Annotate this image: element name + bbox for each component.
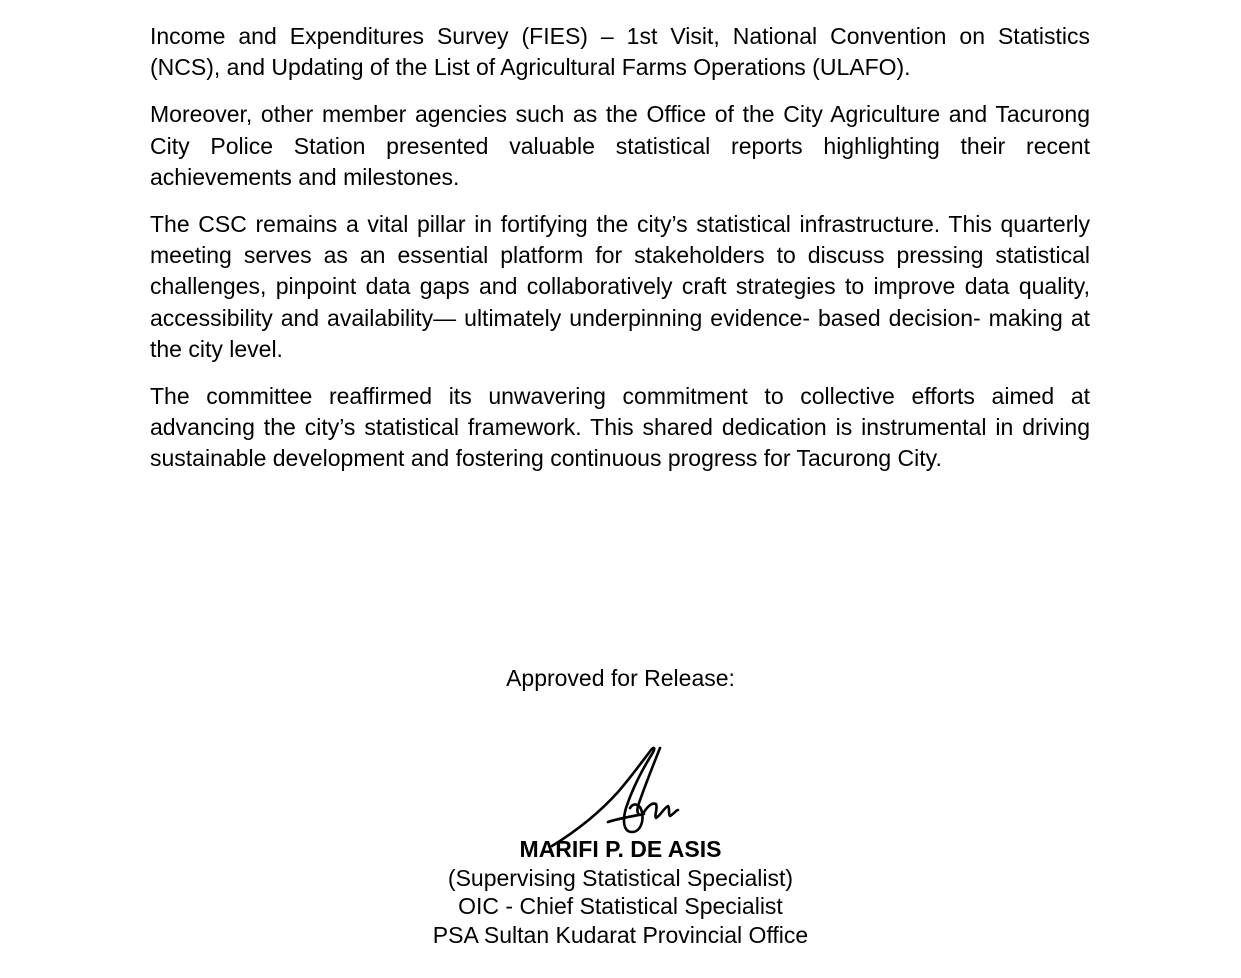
document-body	[150, 21, 1090, 491]
paragraph-commitment: The committee reaffirmed its unwavering commitment to collective efforts aimed at advancing the city’s statistical framework. This shared dedication is instrumental in driving sustainable development and fostering continuous progress for Tacurong City.	[150, 383, 1090, 472]
signatory-designation: OIC - Chief Statistical Specialist	[458, 893, 783, 920]
paragraph-survey-list: Income and Expenditures Survey (FIES) – 1st Visit, National Convention on Statistics (NCS), and Updating of the List of Agricultural Farms Operations (ULAFO).	[150, 23, 1090, 81]
signatory-title: (Supervising Statistical Specialist)	[447, 864, 794, 891]
signatory-office: PSA Sultan Kudarat Provincial Office	[432, 922, 809, 949]
approved-for-release-label: Approved for Release:	[506, 665, 735, 691]
paragraph-member-agencies: Moreover, other member agencies such as the Office of the City Agriculture and Tacurong City Police Station presented valuable statistical reports highlighting their recent achievements and milestones.	[150, 101, 1090, 190]
signatory-name: MARIFI P. DE ASIS	[519, 836, 722, 862]
signatory-block	[0, 835, 1241, 950]
paragraph-csc-role: The CSC remains a vital pillar in fortifying the city’s statistical infrastructure. This quarterly meeting serves as an essential platform for stakeholders to discuss pressing statistical challenges, pinpoint data gaps and collaboratively craft strategies to improve data quality, accessibility and availability— ultimately underpinning evidence- based decision- making at the city level.	[150, 211, 1090, 362]
